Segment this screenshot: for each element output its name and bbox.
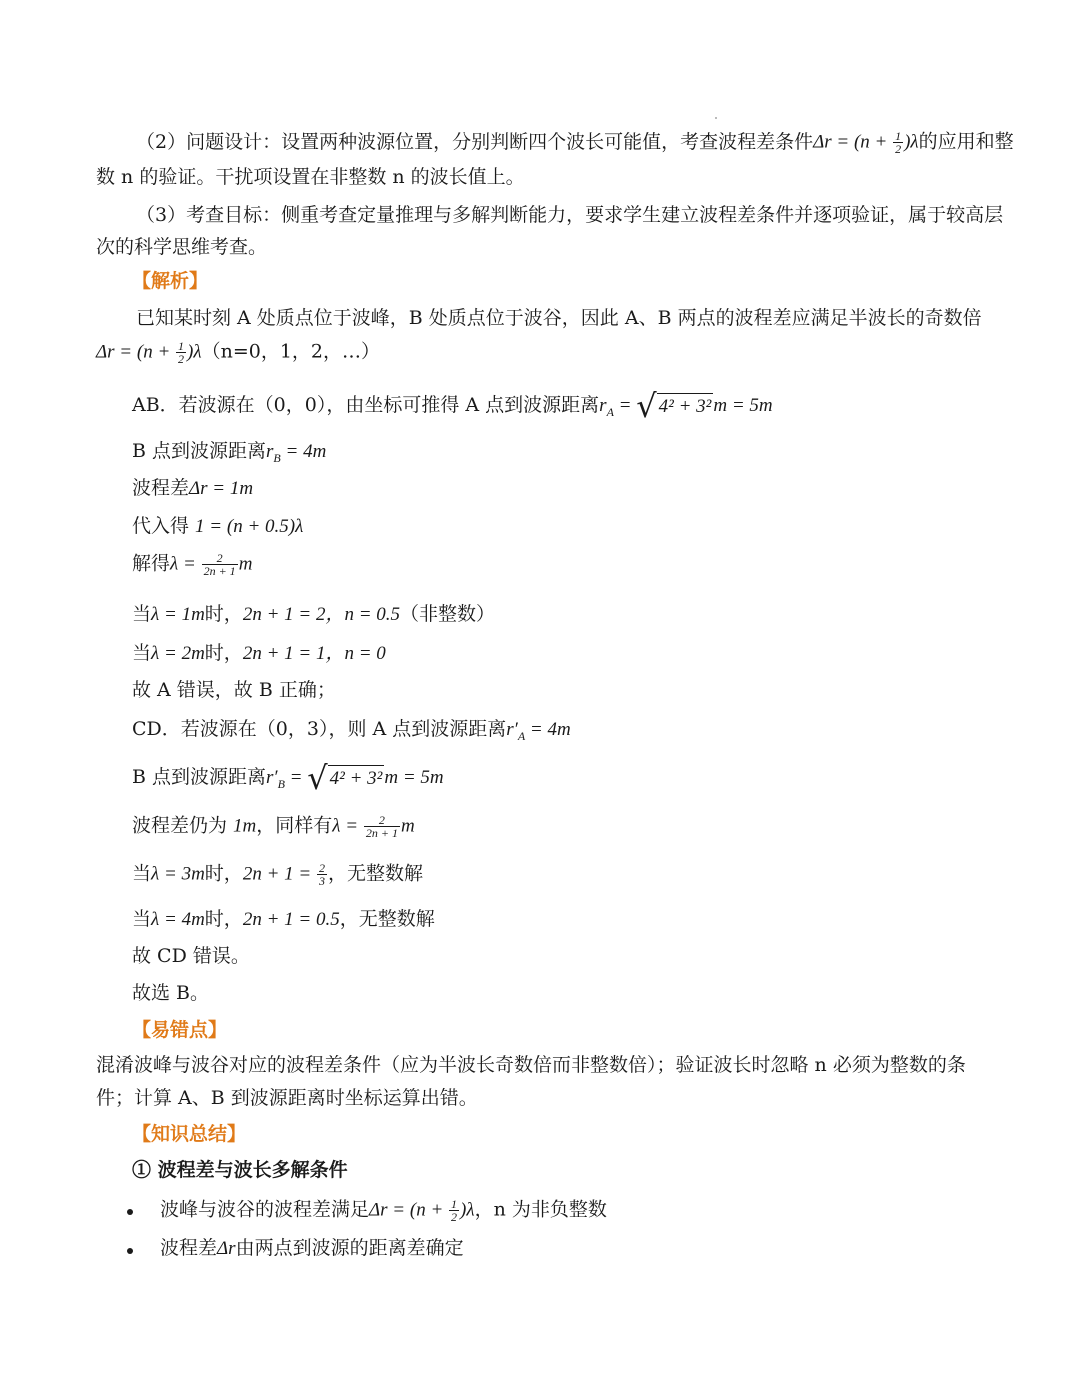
ab-line: AB．若波源在（0，0），由坐标可推得 A 点到波源距离$r_A$ = √ 4² + 3² m = 5m	[132, 387, 773, 425]
summary-heading: 【知识总结】	[132, 1123, 247, 1145]
b-distance-line-2: B 点到波源距离$r'_B$ = √ 4² + 3² m = 5m	[132, 759, 444, 797]
answer-line: 故选 B。	[132, 982, 210, 1004]
cd-line: CD．若波源在（0，3），则 A 点到波源距离$r'_A = 4m$	[132, 718, 571, 743]
error-heading: 【易错点】	[132, 1019, 228, 1041]
b-distance-line: B 点到波源距离$r_B = 4m$	[132, 440, 327, 465]
path-difference-line-2: 波程差仍为 1m，同样有λ = $\frac{2}{2n + 1}$ m	[132, 813, 415, 840]
bullet-icon	[127, 1209, 133, 1215]
bullet-item-1: 波峰与波谷的波程差满足Δr = (n + $\frac{1}{2}$ )λ，n 为非负整数	[160, 1197, 607, 1224]
case-3-line: 当λ = 3m时，2n + 1 = $\frac{2}{3}$ ，无整数解	[132, 861, 423, 888]
path-difference-line: 波程差Δr = 1m	[132, 477, 254, 499]
design-paragraph-line-2: 数 n 的验证。干扰项设置在非整数 n 的波长值上。	[96, 166, 525, 188]
bullet-icon	[127, 1248, 133, 1254]
design-paragraph-line-1: （2）问题设计：设置两种波源位置，分别判断四个波长可能值，考查波程差条件Δr = (n + $\frac{1}{2}$ )λ的应用和整	[136, 129, 1014, 156]
conclusion-1: 故 A 错误，故 B 正确；	[132, 679, 336, 701]
analysis-heading: 【解析】	[132, 270, 209, 292]
goal-paragraph-line-2: 次的科学思维考查。	[96, 236, 268, 258]
summary-subheading: ① 波程差与波长多解条件	[132, 1159, 348, 1181]
bullet-item-2: 波程差Δr由两点到波源的距离差确定	[160, 1237, 464, 1259]
conclusion-2: 故 CD 错误。	[132, 945, 250, 967]
substitute-line: 代入得 1 = (n + 0.5)λ	[132, 515, 304, 537]
goal-paragraph-line-1: （3）考查目标：侧重考查定量推理与多解判断能力，要求学生建立波程差条件并逐项验证，属于较高层	[136, 204, 1004, 226]
half-fraction: $\frac{1}{2}$	[895, 129, 902, 156]
error-line-2: 件；计算 A、B 到波源距离时坐标运算出错。	[96, 1087, 478, 1109]
case-2-line: 当λ = 2m时，2n + 1 = 1，n = 0	[132, 642, 386, 664]
case-1-line: 当λ = 1m时，2n + 1 = 2，n = 0.5（非整数）	[132, 603, 496, 625]
error-line-1: 混淆波峰与波谷对应的波程差条件（应为半波长奇数倍而非整数倍）；验证波长时忽略 n 必须为整数的条	[96, 1054, 966, 1076]
sqrt-expression: √ 4² + 3²	[636, 387, 712, 425]
scan-speck	[715, 117, 717, 119]
intro-line-1: 已知某时刻 A 处质点位于波峰，B 处质点位于波谷，因此 A、B 两点的波程差应满足半波长的奇数倍	[136, 307, 982, 329]
case-4-line: 当λ = 4m时，2n + 1 = 0.5，无整数解	[132, 908, 435, 930]
intro-line-2: Δr = (n + $\frac{1}{2}$ )λ（n=0，1，2，…）	[96, 339, 381, 366]
solve-line: 解得λ = $\frac{2}{2n + 1}$ m	[132, 551, 253, 578]
wave-formula: Δr = (n +	[813, 131, 893, 153]
